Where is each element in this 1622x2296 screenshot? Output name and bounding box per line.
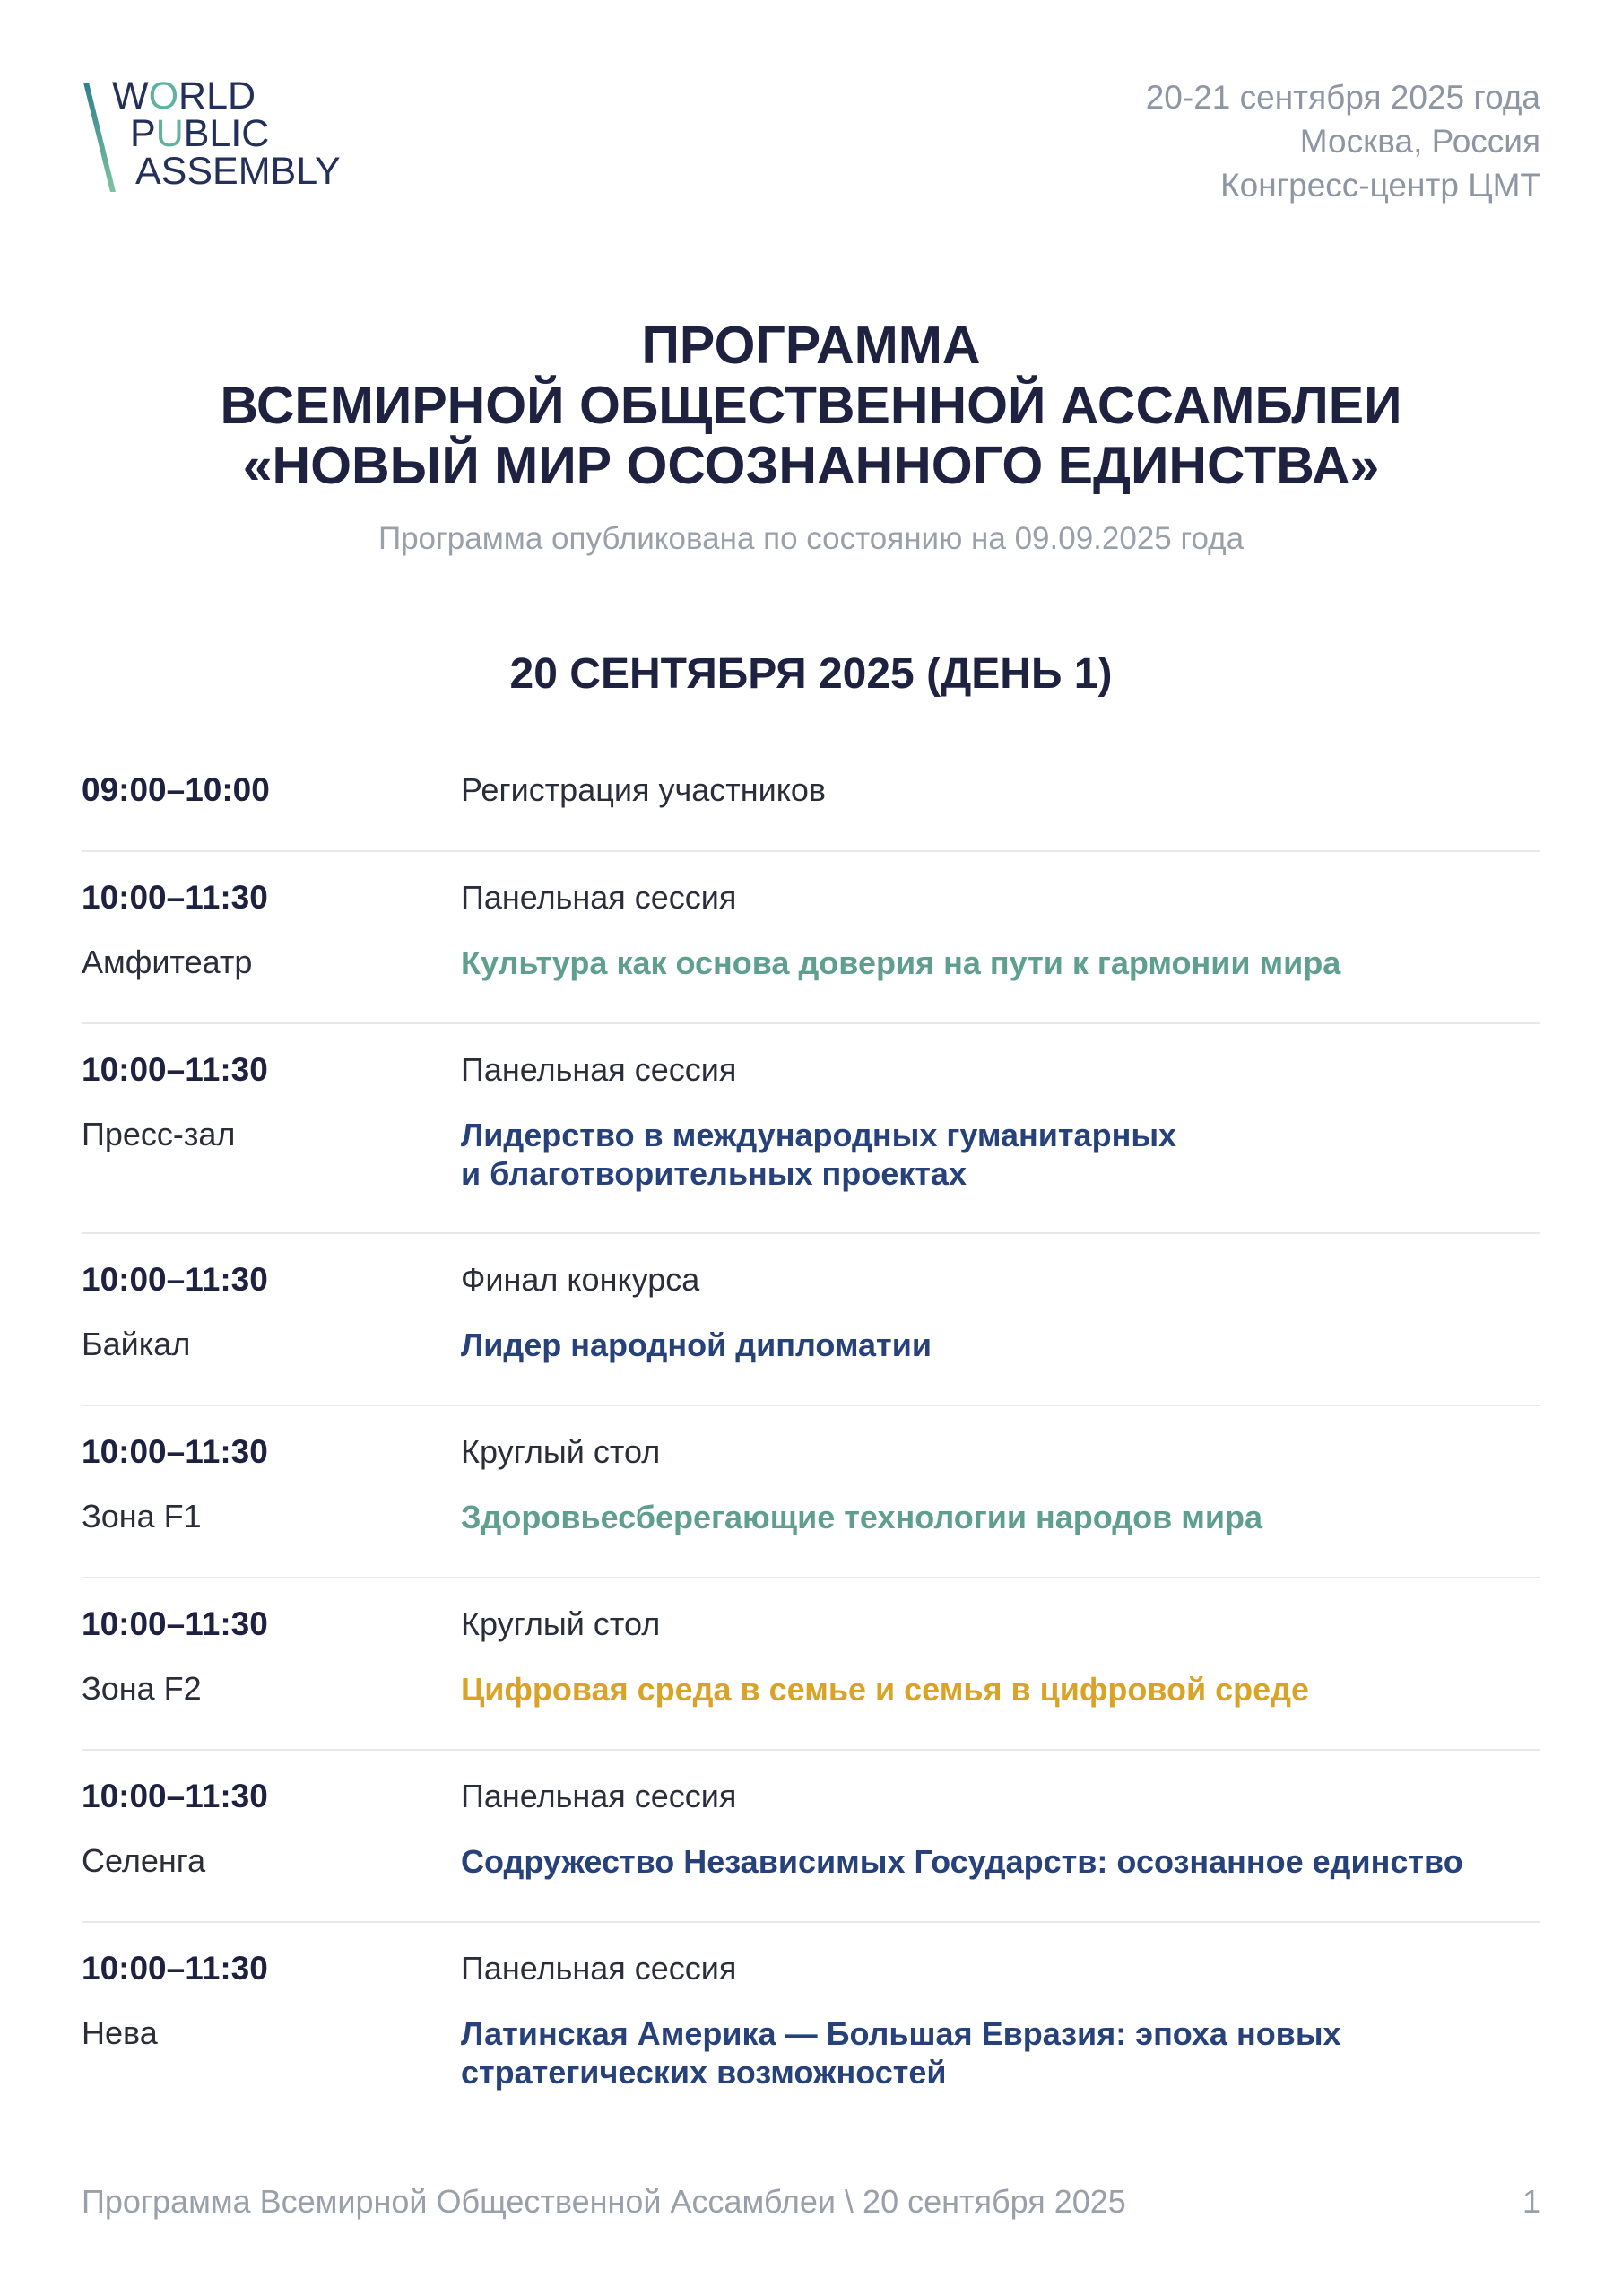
program-title xyxy=(0,316,1622,559)
logo-slash-icon xyxy=(83,83,116,192)
schedule-row xyxy=(82,852,1540,1024)
schedule-row xyxy=(82,1578,1540,1751)
session-title: Цифровая среда в семье и семья в цифровой среде xyxy=(461,1671,1310,1708)
session-kind: Панельная сессия xyxy=(461,1051,737,1088)
day-heading: 20 СЕНТЯБРЯ 2025 (ДЕНЬ 1) xyxy=(509,650,1113,698)
session-time: 10:00–11:30 xyxy=(82,1950,268,1987)
event-city: Москва, Россия xyxy=(1299,123,1540,160)
published-note: Программа опубликована по состоянию на 09.09.2025 года xyxy=(377,521,1245,556)
schedule-row xyxy=(82,1923,1540,2120)
session-title: Здоровьесберегающие технологии народов мира xyxy=(461,1499,1262,1535)
title-line-3: «НОВЫЙ МИР ОСОЗНАННОГО ЕДИНСТВА» xyxy=(242,436,1380,495)
session-venue: Амфитеатр xyxy=(82,944,253,980)
session-time: 10:00–11:30 xyxy=(82,1433,268,1470)
session-kind: Регистрация участников xyxy=(461,771,827,808)
event-meta xyxy=(1146,75,1540,207)
logo-line-public: PUBLIC xyxy=(130,112,270,155)
session-time: 10:00–11:30 xyxy=(82,1261,268,1298)
logo-line-world: WORLD xyxy=(112,74,256,117)
event-venue: Конгресс-центр ЦМТ xyxy=(1220,167,1540,204)
footer-text: Программа Всемирной Общественной Ассамблеи \ 20 сентября 2025 xyxy=(82,2183,1126,2220)
session-title: Содружество Независимых Государств: осознанное единство xyxy=(461,1843,1463,1880)
session-kind: Круглый стол xyxy=(461,1433,661,1470)
session-time: 09:00–10:00 xyxy=(82,771,270,808)
session-title: Лидер народной дипломатии xyxy=(461,1326,932,1363)
session-venue: Зона F1 xyxy=(82,1498,202,1535)
session-kind: Финал конкурса xyxy=(461,1261,700,1298)
session-venue: Селенга xyxy=(82,1842,206,1879)
title-line-1: ПРОГРАММА xyxy=(641,316,981,375)
session-time: 10:00–11:30 xyxy=(82,879,268,916)
schedule-row xyxy=(82,753,1540,852)
event-dates: 20-21 сентября 2025 года xyxy=(1145,79,1540,116)
session-venue: Байкал xyxy=(82,1326,191,1362)
world-public-assembly-logo xyxy=(82,74,377,194)
schedule-row xyxy=(82,1751,1540,1923)
session-venue: Нева xyxy=(82,2014,158,2051)
logo-line-assembly: ASSEMBLY xyxy=(135,150,341,193)
schedule-row xyxy=(82,1024,1540,1234)
session-kind: Панельная сессия xyxy=(461,1950,737,1987)
session-title: Латинская Америка — Большая Евразия: эпоха новых стратегических возможностей xyxy=(461,2015,1341,2091)
title-line-2: ВСЕМИРНОЙ ОБЩЕСТВЕННОЙ АССАМБЛЕИ xyxy=(220,376,1402,435)
schedule-row xyxy=(82,1234,1540,1406)
session-title: Культура как основа доверия на пути к гармонии мира xyxy=(461,944,1341,981)
schedule-row xyxy=(82,1406,1540,1578)
session-title: Лидерство в международных гуманитарных и благотворительных проектах xyxy=(461,1117,1177,1192)
session-time: 10:00–11:30 xyxy=(82,1051,268,1088)
page-number: 1 xyxy=(1522,2183,1540,2220)
session-venue: Зона F2 xyxy=(82,1670,202,1707)
session-time: 10:00–11:30 xyxy=(82,1778,268,1814)
session-kind: Панельная сессия xyxy=(461,879,737,916)
session-time: 10:00–11:30 xyxy=(82,1605,268,1642)
session-kind: Панельная сессия xyxy=(461,1778,737,1814)
schedule-list xyxy=(82,753,1540,2120)
session-venue: Пресс-зал xyxy=(82,1116,236,1152)
session-kind: Круглый стол xyxy=(461,1605,661,1642)
